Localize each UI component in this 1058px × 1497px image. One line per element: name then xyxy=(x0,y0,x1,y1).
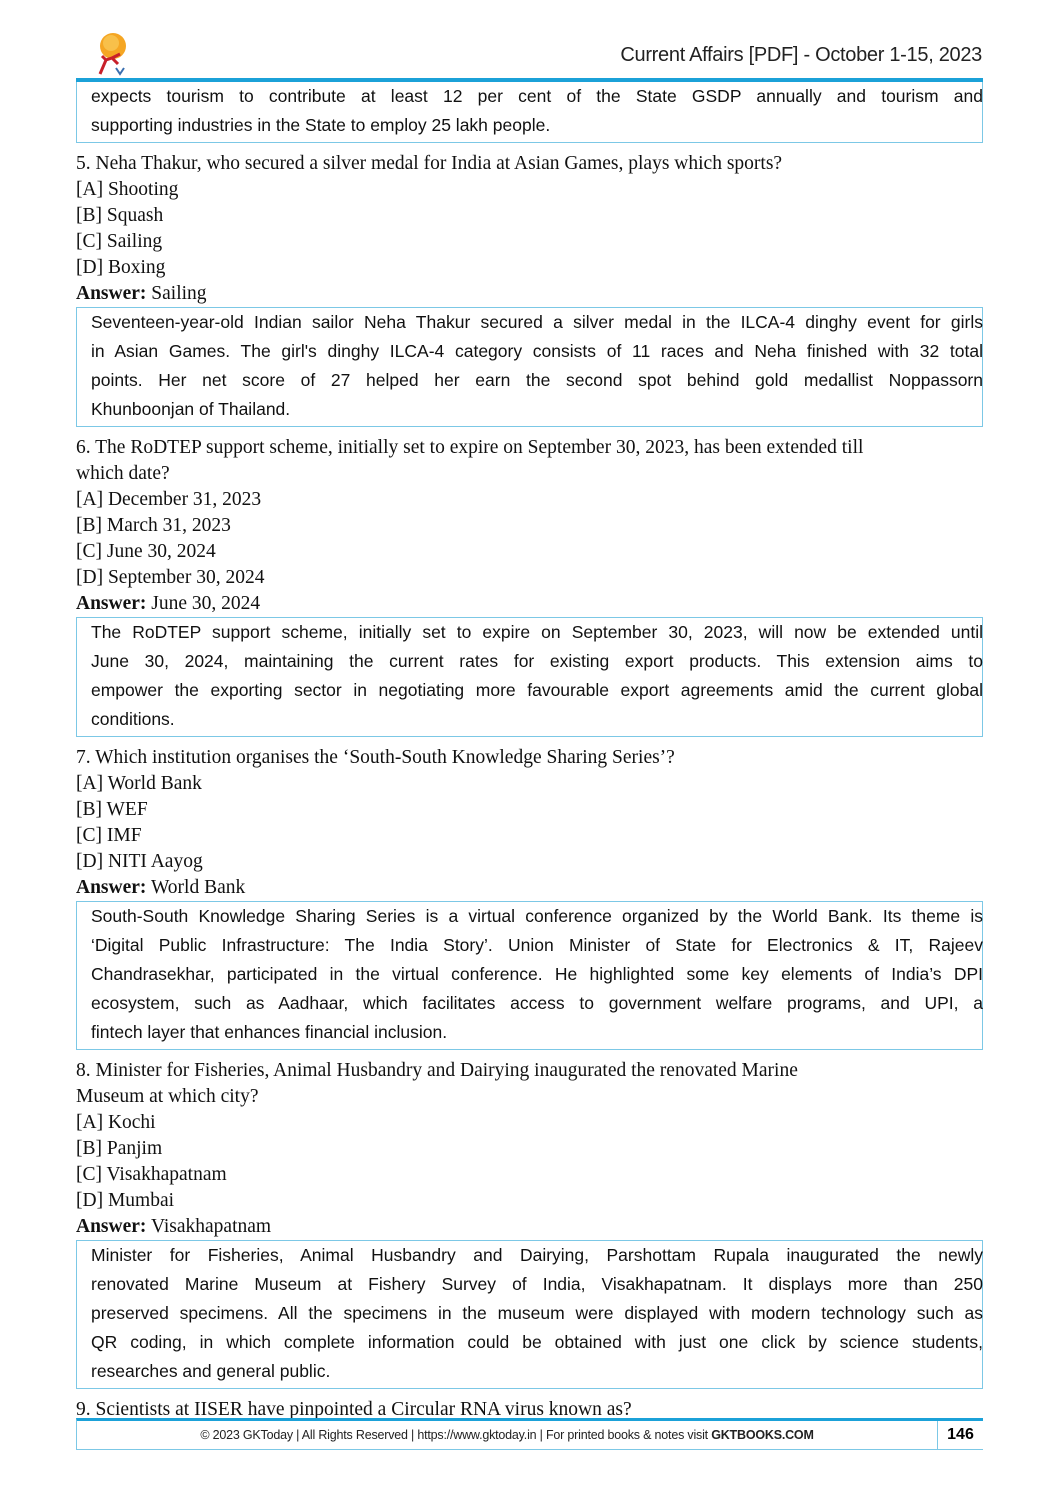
explanation-line: Seventeen-year-old Indian sailor Neha Thakur secured a silver medal in the ILCA-4 dinghy event for girls xyxy=(91,312,983,332)
explanation-line: fintech layer that enhances financial inclusion. xyxy=(91,1022,448,1042)
explanation-box xyxy=(76,1240,983,1389)
explanation-line: points. Her net score of 27 helped her earn the second spot behind gold medallist Noppassorn xyxy=(91,370,983,390)
footer-text: © 2023 GKToday | All Rights Reserved | https://www.gktoday.in | For printed books & notes visit xyxy=(200,1428,708,1442)
explanation-line: Chandrasekhar, participated in the virtual conference. He highlighted some key elements of India’s DPI xyxy=(91,964,983,984)
answer-option: [D] Mumbai xyxy=(76,1190,175,1211)
explanation-line: expects tourism to contribute at least 12 per cent of the State GSDP annually and tourism and xyxy=(91,86,983,106)
answer-option: [B] Panjim xyxy=(76,1138,163,1159)
answer-value: June 30, 2024 xyxy=(151,593,261,614)
explanation-box xyxy=(76,901,983,1050)
answer-line xyxy=(76,281,983,307)
answer-option: [C] Visakhapatnam xyxy=(76,1164,227,1185)
answer-option: [A] World Bank xyxy=(76,773,202,794)
answer-label: Answer: xyxy=(76,1216,147,1237)
answer-option: [B] WEF xyxy=(76,799,148,820)
document-body xyxy=(76,82,983,1423)
question-text: 5. Neha Thakur, who secured a silver medal for India at Asian Games, plays which sports? xyxy=(76,153,783,174)
answer-label: Answer: xyxy=(76,877,147,898)
footer-brand-link[interactable]: GKTBOOKS.COM xyxy=(711,1428,814,1442)
answer-option: [B] March 31, 2023 xyxy=(76,515,231,536)
explanation-line: conditions. xyxy=(91,709,175,729)
page-number: 146 xyxy=(937,1421,983,1449)
answer-option: [A] December 31, 2023 xyxy=(76,489,262,510)
answer-value: World Bank xyxy=(150,877,246,898)
answer-option: [C] IMF xyxy=(76,825,142,846)
explanation-line: researches and general public. xyxy=(91,1361,331,1381)
explanation-line: preserved specimens. All the specimens in the museum were displayed with modern technology such as xyxy=(91,1303,983,1323)
continued-explanation-box xyxy=(76,82,983,143)
explanation-line: QR coding, in which complete information could be obtained with just one click by science students, xyxy=(91,1332,983,1352)
answer-label: Answer: xyxy=(76,283,147,304)
answer-option: [D] NITI Aayog xyxy=(76,851,203,872)
question-text: 7. Which institution organises the ‘South-South Knowledge Sharing Series’? xyxy=(76,747,675,768)
answer-option: [C] June 30, 2024 xyxy=(76,541,216,562)
explanation-line: ‘Digital Public Infrastructure: The India Story’. Union Minister of State for Electronics & IT, Rajeev xyxy=(91,935,983,955)
answer-line xyxy=(76,875,983,901)
footer xyxy=(76,1418,983,1450)
question-text: which date? xyxy=(76,463,170,484)
answer-option: [A] Kochi xyxy=(76,1112,156,1133)
question-text: 9. Scientists at IISER have pinpointed a Circular RNA virus known as? xyxy=(76,1399,632,1420)
answer-value: Sailing xyxy=(151,283,207,304)
explanation-line: empower the exporting sector in negotiating more favourable export agreements amid the current global xyxy=(91,680,983,700)
question-text: 8. Minister for Fisheries, Animal Husbandry and Dairying inaugurated the renovated Marine xyxy=(76,1060,798,1081)
footer-copyright xyxy=(77,1421,937,1449)
header-title: Current Affairs [PDF] - October 1-15, 2023 xyxy=(620,44,982,66)
gktoday-logo-icon xyxy=(92,30,132,78)
answer-label: Answer: xyxy=(76,593,147,614)
explanation-box xyxy=(76,307,983,427)
explanation-line: June 30, 2024, maintaining the current rates for existing export products. This extension aims to xyxy=(91,651,983,671)
explanation-line: in Asian Games. The girl's dinghy ILCA-4 category consists of 11 races and Neha finished with 32 total xyxy=(91,341,983,361)
answer-option: [D] Boxing xyxy=(76,257,166,278)
answer-option: [D] September 30, 2024 xyxy=(76,567,265,588)
explanation-line: Minister for Fisheries, Animal Husbandry and Dairying, Parshottam Rupala inaugurated the newly xyxy=(91,1245,983,1265)
explanation-line: South-South Knowledge Sharing Series is a virtual conference organized by the World Bank. Its theme is xyxy=(91,906,983,926)
explanation-line: renovated Marine Museum at Fishery Survey of India, Visakhapatnam. It displays more than 250 xyxy=(91,1274,983,1294)
explanation-box xyxy=(76,617,983,737)
answer-line xyxy=(76,1214,983,1240)
question-text: 6. The RoDTEP support scheme, initially set to expire on September 30, 2023, has been extended till xyxy=(76,437,864,458)
answer-option: [A] Shooting xyxy=(76,179,179,200)
question-text: Museum at which city? xyxy=(76,1086,259,1107)
answer-option: [B] Squash xyxy=(76,205,164,226)
explanation-line: The RoDTEP support scheme, initially set to expire on September 30, 2023, will now be extended until xyxy=(91,622,983,642)
explanation-line: ecosystem, such as Aadhaar, which facilitates access to government welfare programs, and UPI, a xyxy=(91,993,983,1013)
explanation-line: Khunboonjan of Thailand. xyxy=(91,399,291,419)
explanation-line: supporting industries in the State to employ 25 lakh people. xyxy=(91,115,551,135)
answer-option: [C] Sailing xyxy=(76,231,163,252)
answer-value: Visakhapatnam xyxy=(150,1216,272,1237)
answer-line xyxy=(76,591,983,617)
